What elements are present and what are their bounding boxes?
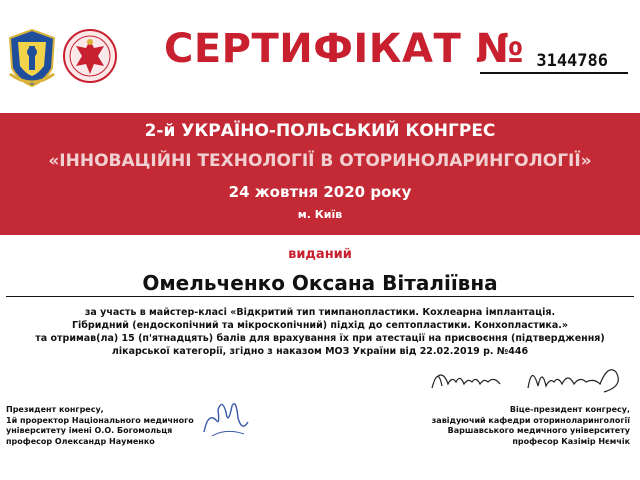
description-line: за участь в майстер-класі «Відкритий тип тимпанопластики. Кохлеарна імплантація. [84, 307, 556, 318]
description-line: лікарської категорії, згідно з наказом МОЗ України від 22.02.2019 р. №446 [111, 346, 529, 357]
signatory-position: 1й проректор Національного медичного [6, 415, 194, 425]
signatory-name: професор Олександр Науменко [6, 436, 155, 446]
congress-date: 24 жовтня 2020 року [228, 183, 412, 201]
certificate-title: СЕРТИФІКАТ № [164, 26, 525, 72]
signatory-institution: Варшавського медичного університету [447, 426, 630, 435]
signatory-position: завідуючий кафедри оториноларингології [431, 415, 630, 425]
signatory-name: професор Казімір Нємчік [512, 436, 630, 446]
congress-city: м. Київ [297, 208, 343, 221]
congress-banner [0, 113, 640, 235]
president-credentials [6, 405, 206, 447]
description-line: Гібридний (ендоскопічний та мікроскопічний) підхід до септопластики. Конхопластика.» [71, 320, 569, 331]
signatory-role: Віце-президент конгресу, [509, 405, 630, 414]
vice-president-signature [428, 358, 632, 398]
congress-name: 2-й УКРАЇНО-ПОЛЬСЬКИЙ КОНГРЕС [144, 121, 496, 141]
issued-label: виданий [288, 247, 352, 262]
signatory-institution: університету імені О.О. Богомольця [6, 426, 173, 435]
recipient-name: Омельченко Оксана Віталіївна [142, 271, 498, 295]
description-line: та отримав(ла) 15 (п'ятнадцять) балів для врахування їх при атестації на присвоєння (підтвердження) [35, 333, 605, 344]
university-crest-icon [6, 28, 58, 88]
vice-president-credentials [400, 405, 630, 447]
congress-theme: «ІННОВАЦІЙНІ ТЕХНОЛОГІЇ В ОТОРИНОЛАРИНГОЛОГІЇ» [48, 151, 592, 171]
signatory-role: Президент конгресу, [6, 405, 104, 414]
certificate-description [30, 306, 610, 358]
certificate-number: 3144786 [480, 50, 628, 74]
president-signature [198, 392, 254, 442]
polish-eagle-seal-icon [62, 26, 118, 86]
name-underline [6, 296, 634, 297]
